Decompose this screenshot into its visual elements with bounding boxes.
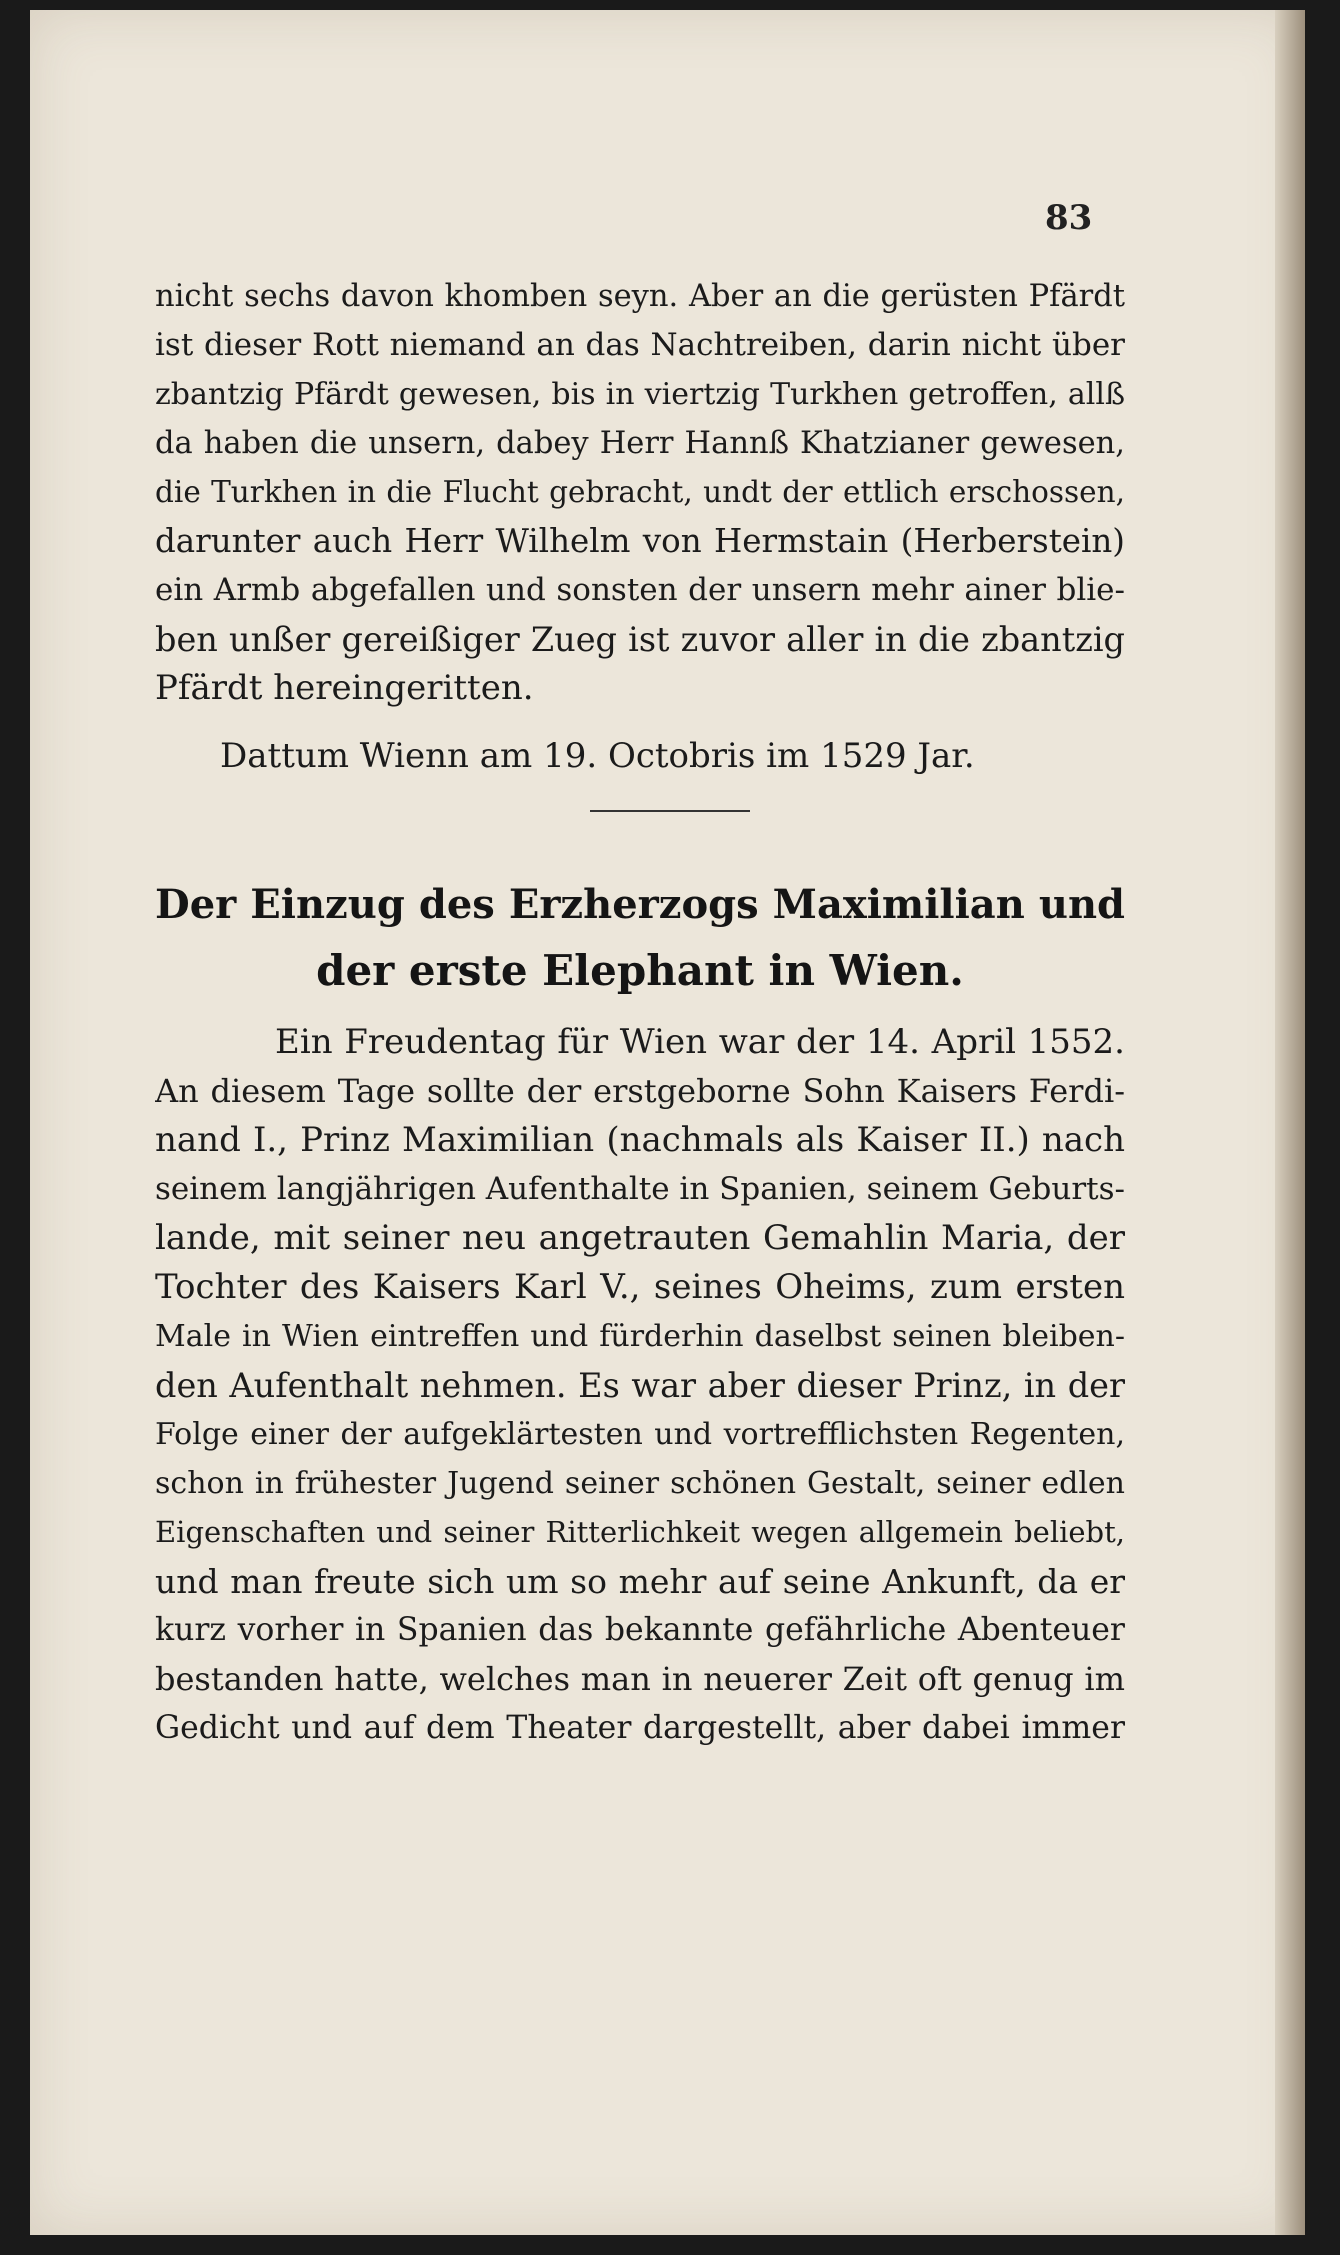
text-line: die Turkhen in die Flucht gebracht, undt der ettlich erschossen,: [155, 475, 1125, 509]
text-line: Ein Freudentag für Wien war der 14. April 1552.: [275, 1022, 1125, 1062]
heading-line-1: Der Einzug des Erzherzogs Maximilian und: [155, 881, 1125, 928]
text-line: seinem langjährigen Aufenthalte in Spanien, seinem Geburts-: [155, 1171, 1125, 1207]
text-line: Folge einer der aufgeklärtesten und vortrefflichsten Regenten,: [155, 1417, 1125, 1452]
text-line: ben unßer gereißiger Zueg ist zuvor aller in die zbantzig: [155, 620, 1125, 659]
section-divider: [590, 810, 750, 812]
text-line: und man freute sich um so mehr auf seine Ankunft, da er: [155, 1562, 1125, 1601]
dated-line: Dattum Wienn am 19. Octobris im 1529 Jar.: [220, 736, 975, 776]
text-line: Tochter des Kaisers Karl V., seines Oheims, zum ersten: [155, 1267, 1125, 1307]
text-line: zbantzig Pfärdt gewesen, bis in viertzig Turkhen getroffen, allß: [155, 377, 1125, 412]
paragraph-2: [155, 1018, 1125, 1753]
text-line: kurz vorher in Spanien das bekannte gefährliche Abenteuer: [155, 1612, 1125, 1648]
text-line: bestanden hatte, welches man in neuerer Zeit oft genug im: [155, 1660, 1125, 1698]
heading-line-2: der erste Elephant in Wien.: [316, 946, 964, 995]
text-line: nand I., Prinz Maximilian (nachmals als Kaiser II.) nach: [155, 1120, 1125, 1160]
text-line: darunter auch Herr Wilhelm von Hermstain (Herberstein): [155, 522, 1125, 560]
page-edge: [1275, 10, 1305, 2235]
section-heading: [155, 872, 1125, 1004]
page-number: 83: [1045, 198, 1093, 238]
text-line: Male in Wien eintreffen und fürderhin daselbst seinen bleiben-: [155, 1319, 1125, 1354]
text-line: ein Armb abgefallen und sonsten der unsern mehr ainer blie-: [155, 572, 1125, 608]
text-line: ist dieser Rott niemand an das Nachtreiben, darin nicht über: [155, 327, 1125, 363]
text-line: schon in frühester Jugend seiner schönen Gestalt, seiner edlen: [155, 1466, 1125, 1501]
text-line: lande, mit seiner neu angetrauten Gemahlin Maria, der: [155, 1218, 1125, 1258]
text-line: da haben die unsern, dabey Herr Hannß Khatzianer gewesen,: [155, 426, 1125, 461]
text-line: Gedicht und auf dem Theater dargestellt, aber dabei immer: [155, 1710, 1125, 1746]
text-line: Eigenschaften und seiner Ritterlichkeit wegen allgemein beliebt,: [155, 1515, 1125, 1549]
text-line: nicht sechs davon khomben seyn. Aber an die gerüsten Pfärdt: [155, 279, 1125, 314]
text-line: An diesem Tage sollte der erstgeborne Sohn Kaisers Ferdi-: [155, 1072, 1125, 1110]
book-page: [30, 10, 1305, 2235]
text-line: Pfärdt hereingeritten.: [155, 668, 534, 708]
paragraph-1: [155, 272, 1125, 713]
text-line: den Aufenthalt nehmen. Es war aber dieser Prinz, in der: [155, 1366, 1125, 1405]
